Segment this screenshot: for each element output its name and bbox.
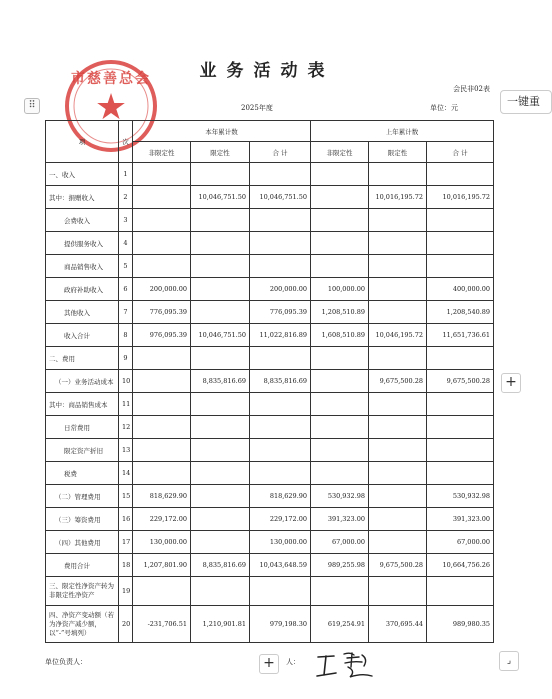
- value-cell: [369, 577, 427, 606]
- value-cell: [311, 163, 369, 186]
- value-cell: [311, 577, 369, 606]
- expand-icon[interactable]: ⌟: [499, 651, 519, 671]
- value-cell: [369, 209, 427, 232]
- value-cell: 130,000.00: [250, 531, 311, 554]
- value-cell: [427, 163, 494, 186]
- value-cell: 11,651,736.61: [427, 324, 494, 347]
- value-cell: 776,095.39: [133, 301, 191, 324]
- table-row: [46, 416, 494, 439]
- value-cell: [250, 393, 311, 416]
- value-cell: [250, 255, 311, 278]
- value-cell: 776,095.39: [250, 301, 311, 324]
- value-cell: [191, 416, 250, 439]
- add-row-button[interactable]: +: [501, 373, 521, 393]
- value-cell: [191, 393, 250, 416]
- row-label: 税费: [46, 462, 119, 485]
- value-cell: 979,198.30: [250, 606, 311, 643]
- value-cell: [250, 577, 311, 606]
- value-cell: [427, 577, 494, 606]
- row-label: 三、限定性净资产转为非限定性净资产: [46, 577, 119, 606]
- row-label: 其他收入: [46, 301, 119, 324]
- row-label: 限定资产折旧: [46, 439, 119, 462]
- value-cell: [427, 255, 494, 278]
- value-cell: 200,000.00: [250, 278, 311, 301]
- table-row: [46, 370, 494, 393]
- value-cell: [133, 462, 191, 485]
- value-cell: [133, 255, 191, 278]
- value-cell: [133, 416, 191, 439]
- table-row: [46, 606, 494, 643]
- value-cell: [250, 232, 311, 255]
- value-cell: [369, 462, 427, 485]
- value-cell: [369, 439, 427, 462]
- value-cell: [191, 531, 250, 554]
- row-number: 2: [119, 186, 133, 209]
- row-number: 6: [119, 278, 133, 301]
- row-number: 8: [119, 324, 133, 347]
- value-cell: [250, 209, 311, 232]
- value-cell: [133, 163, 191, 186]
- value-cell: [369, 301, 427, 324]
- header-total-last: 合 计: [427, 142, 494, 163]
- value-cell: 1,207,801.90: [133, 554, 191, 577]
- row-number: 13: [119, 439, 133, 462]
- row-label: （二）管理费用: [46, 485, 119, 508]
- value-cell: [250, 439, 311, 462]
- one-key-button[interactable]: 一键重: [500, 90, 552, 114]
- value-cell: 530,932.98: [311, 485, 369, 508]
- value-cell: 229,172.00: [133, 508, 191, 531]
- value-cell: [369, 416, 427, 439]
- row-number: 17: [119, 531, 133, 554]
- table-row: [46, 209, 494, 232]
- value-cell: 619,254.91: [311, 606, 369, 643]
- value-cell: [191, 462, 250, 485]
- row-number: 7: [119, 301, 133, 324]
- table-row: [46, 324, 494, 347]
- add-section-button[interactable]: +: [259, 654, 279, 674]
- header-item: 项: [46, 121, 119, 163]
- value-cell: 10,016,195.72: [427, 186, 494, 209]
- row-label: 收入合计: [46, 324, 119, 347]
- table-row: [46, 554, 494, 577]
- row-number: 3: [119, 209, 133, 232]
- value-cell: [191, 209, 250, 232]
- value-cell: [133, 186, 191, 209]
- header-total: 合 计: [250, 142, 311, 163]
- value-cell: [427, 439, 494, 462]
- value-cell: 391,323.00: [311, 508, 369, 531]
- value-cell: [427, 416, 494, 439]
- row-label: 政府补助收入: [46, 278, 119, 301]
- table-row: [46, 462, 494, 485]
- value-cell: [191, 301, 250, 324]
- row-number: 10: [119, 370, 133, 393]
- value-cell: [133, 393, 191, 416]
- value-cell: [369, 393, 427, 416]
- value-cell: [191, 232, 250, 255]
- value-cell: [369, 278, 427, 301]
- table-row: [46, 531, 494, 554]
- value-cell: [191, 577, 250, 606]
- value-cell: 10,043,648.59: [250, 554, 311, 577]
- row-label: （三）筹资费用: [46, 508, 119, 531]
- row-number: 18: [119, 554, 133, 577]
- value-cell: 1,208,510.89: [311, 301, 369, 324]
- value-cell: [427, 393, 494, 416]
- value-cell: 200,000.00: [133, 278, 191, 301]
- header-this-year: 本年累计数: [133, 121, 311, 142]
- value-cell: [191, 439, 250, 462]
- value-cell: [311, 347, 369, 370]
- value-cell: [191, 255, 250, 278]
- table-row: [46, 163, 494, 186]
- row-number: 1: [119, 163, 133, 186]
- value-cell: 10,046,751.50: [191, 324, 250, 347]
- table-row: [46, 255, 494, 278]
- value-cell: [369, 485, 427, 508]
- value-cell: 1,210,901.81: [191, 606, 250, 643]
- table-row: [46, 577, 494, 606]
- value-cell: [311, 209, 369, 232]
- value-cell: [133, 347, 191, 370]
- value-cell: [191, 347, 250, 370]
- row-label: 会费收入: [46, 209, 119, 232]
- row-number: 20: [119, 606, 133, 643]
- responsible-person-label: 单位负责人：: [45, 658, 87, 666]
- value-cell: [250, 416, 311, 439]
- value-cell: [369, 531, 427, 554]
- header-restricted: 限定性: [191, 142, 250, 163]
- table-row: [46, 347, 494, 370]
- row-number: 5: [119, 255, 133, 278]
- value-cell: [133, 209, 191, 232]
- value-cell: 400,000.00: [427, 278, 494, 301]
- value-cell: 10,016,195.72: [369, 186, 427, 209]
- value-cell: [250, 163, 311, 186]
- value-cell: 530,932.98: [427, 485, 494, 508]
- activity-table: [45, 120, 494, 643]
- value-cell: 391,323.00: [427, 508, 494, 531]
- value-cell: 229,172.00: [250, 508, 311, 531]
- table-row: [46, 393, 494, 416]
- row-number: 15: [119, 485, 133, 508]
- value-cell: 1,208,540.89: [427, 301, 494, 324]
- value-cell: 370,695.44: [369, 606, 427, 643]
- row-label: 一、收入: [46, 163, 119, 186]
- value-cell: [369, 232, 427, 255]
- value-cell: [311, 462, 369, 485]
- value-cell: [250, 347, 311, 370]
- value-cell: [311, 255, 369, 278]
- value-cell: 100,000.00: [311, 278, 369, 301]
- value-cell: 1,608,510.89: [311, 324, 369, 347]
- value-cell: [369, 508, 427, 531]
- value-cell: [311, 393, 369, 416]
- value-cell: 10,046,751.50: [191, 186, 250, 209]
- report-title: 业务活动表: [199, 61, 335, 81]
- value-cell: 130,000.00: [133, 531, 191, 554]
- value-cell: -231,706.51: [133, 606, 191, 643]
- row-label: 二、费用: [46, 347, 119, 370]
- row-label: 商品销售收入: [46, 255, 119, 278]
- value-cell: [369, 255, 427, 278]
- value-cell: [311, 186, 369, 209]
- value-cell: [427, 347, 494, 370]
- table-row: [46, 232, 494, 255]
- value-cell: [133, 439, 191, 462]
- row-label: （一）业务活动成本: [46, 370, 119, 393]
- value-cell: [427, 209, 494, 232]
- value-cell: [133, 577, 191, 606]
- header-restricted-last: 限定性: [369, 142, 427, 163]
- header-last-year: 上年累计数: [311, 121, 494, 142]
- value-cell: [250, 462, 311, 485]
- value-cell: [133, 370, 191, 393]
- table-row: [46, 301, 494, 324]
- row-label: 其中：捐赠收入: [46, 186, 119, 209]
- value-cell: [191, 485, 250, 508]
- value-cell: 989,980.35: [427, 606, 494, 643]
- row-number: 11: [119, 393, 133, 416]
- row-label: 日常费用: [46, 416, 119, 439]
- row-label: 费用合计: [46, 554, 119, 577]
- value-cell: 8,835,816.69: [191, 370, 250, 393]
- row-label: 其中：商品销售成本: [46, 393, 119, 416]
- table-row: [46, 439, 494, 462]
- form-number: 会民非02表: [453, 85, 490, 93]
- value-cell: 9,675,500.28: [427, 370, 494, 393]
- table-row: [46, 485, 494, 508]
- value-cell: [369, 163, 427, 186]
- value-cell: [133, 232, 191, 255]
- report-year: 2025年度: [241, 104, 273, 112]
- table-row: [46, 186, 494, 209]
- value-cell: 9,675,500.28: [369, 370, 427, 393]
- table-row: [46, 508, 494, 531]
- table-row: [46, 278, 494, 301]
- value-cell: [427, 232, 494, 255]
- row-label: 提供服务收入: [46, 232, 119, 255]
- header-row-number: 次: [119, 121, 133, 163]
- value-cell: 818,629.90: [133, 485, 191, 508]
- value-cell: 10,046,195.72: [369, 324, 427, 347]
- row-number: 19: [119, 577, 133, 606]
- seal-text: 市慈善总会: [71, 71, 151, 87]
- handwritten-signature: [314, 649, 380, 681]
- value-cell: [191, 278, 250, 301]
- value-cell: 10,046,751.50: [250, 186, 311, 209]
- value-cell: 67,000.00: [427, 531, 494, 554]
- header-unrestricted-last: 非限定性: [311, 142, 369, 163]
- row-number: 16: [119, 508, 133, 531]
- row-number: 14: [119, 462, 133, 485]
- currency-unit: 单位：元: [430, 104, 458, 112]
- row-label: （四）其他费用: [46, 531, 119, 554]
- value-cell: 976,095.39: [133, 324, 191, 347]
- row-number: 12: [119, 416, 133, 439]
- value-cell: 8,835,816.69: [250, 370, 311, 393]
- value-cell: [369, 347, 427, 370]
- seal-star-icon: ★: [94, 87, 128, 128]
- preparer-label: 人：: [286, 658, 300, 666]
- value-cell: [311, 439, 369, 462]
- value-cell: [191, 163, 250, 186]
- value-cell: 818,629.90: [250, 485, 311, 508]
- row-label: 四、净资产变动额（若为净资产减少额，以“-”号填列）: [46, 606, 119, 643]
- value-cell: [311, 232, 369, 255]
- value-cell: [191, 508, 250, 531]
- value-cell: [311, 370, 369, 393]
- value-cell: 11,022,816.89: [250, 324, 311, 347]
- row-number: 4: [119, 232, 133, 255]
- row-number: 9: [119, 347, 133, 370]
- header-unrestricted: 非限定性: [133, 142, 191, 163]
- value-cell: [427, 462, 494, 485]
- drag-handle-icon[interactable]: ⠿: [24, 98, 40, 114]
- value-cell: 67,000.00: [311, 531, 369, 554]
- value-cell: 9,675,500.28: [369, 554, 427, 577]
- value-cell: 989,255.98: [311, 554, 369, 577]
- value-cell: [311, 416, 369, 439]
- value-cell: 10,664,756.26: [427, 554, 494, 577]
- value-cell: 8,835,816.69: [191, 554, 250, 577]
